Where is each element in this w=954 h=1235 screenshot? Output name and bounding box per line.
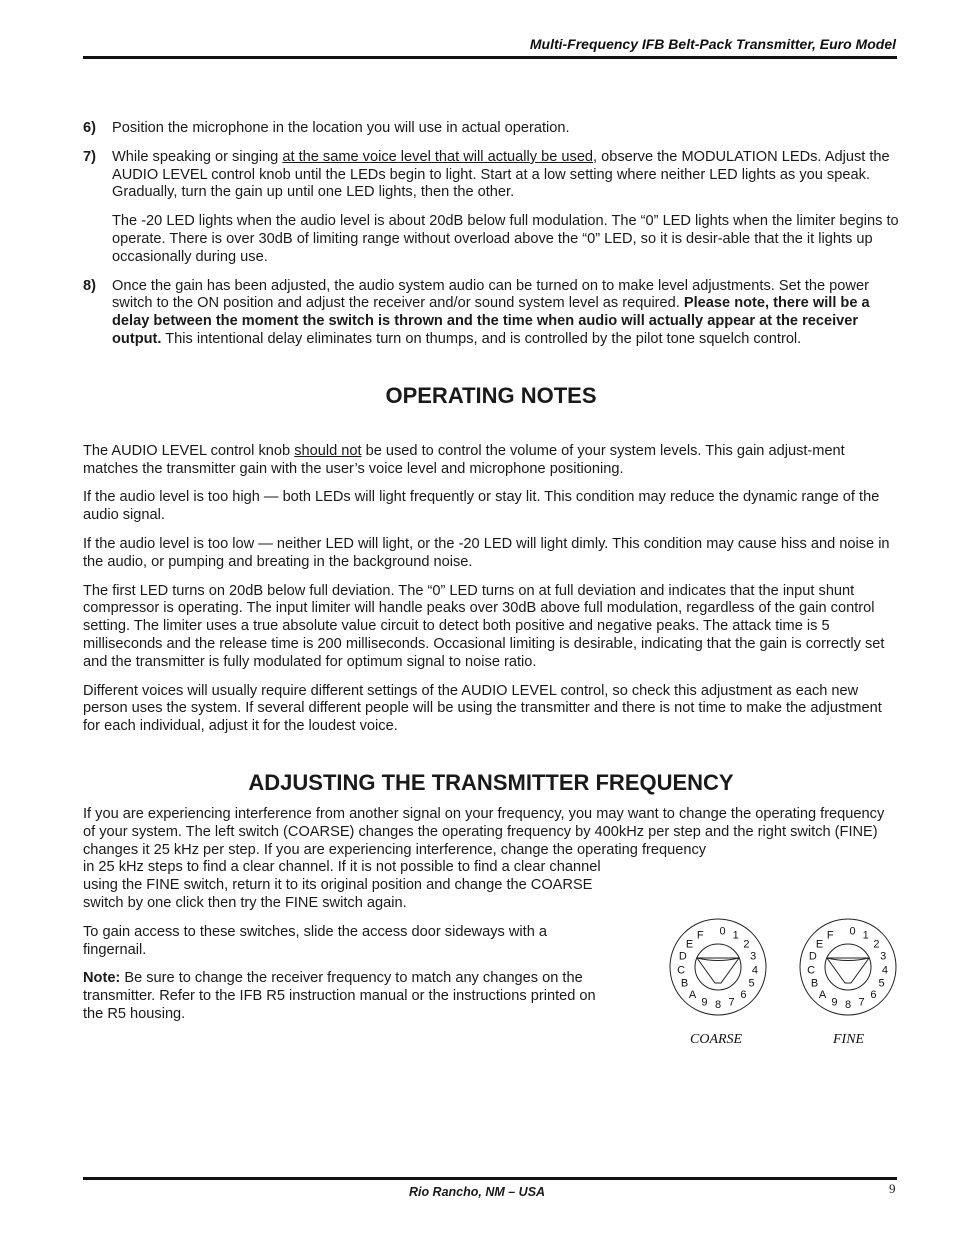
switch-position-label: 0 bbox=[719, 925, 726, 938]
switch-position-label: A bbox=[818, 988, 827, 1001]
switch-position-label: 9 bbox=[701, 996, 708, 1009]
page-number: 9 bbox=[889, 1181, 896, 1196]
fine-label: FINE bbox=[833, 1032, 865, 1047]
switch-position-label: 7 bbox=[858, 996, 865, 1009]
section-heading-adjusting-frequency: ADJUSTING THE TRANSMITTER FREQUENCY bbox=[248, 769, 734, 795]
switch-position-label: 8 bbox=[844, 999, 852, 1011]
paragraph: If the audio level is too low — neither LED will light, or the -20 LED will light dimly. This condition may cause hiss and noise in the audio, or pumping and breating in the background noise. bbox=[83, 535, 890, 570]
running-header: Multi-Frequency IFB Belt-Pack Transmitter, Euro Model bbox=[529, 36, 896, 52]
switch-position-label: D bbox=[808, 950, 817, 963]
paragraph: To gain access to these switches, slide the access door sideways with a fingernail. bbox=[83, 923, 547, 958]
step-text: Position the microphone in the location you will use in actual operation. bbox=[112, 120, 570, 136]
switch-position-label: 1 bbox=[732, 929, 739, 942]
fine-rotary-switch-icon bbox=[795, 916, 905, 1016]
paragraph: If the audio level is too high — both LEDs will light frequently or stay lit. This condition may reduce the dynamic range of the audio signal. bbox=[83, 489, 880, 524]
note-label: Note: bbox=[83, 970, 121, 987]
switch-position-label: 8 bbox=[714, 999, 722, 1011]
text-run: Be sure to change the receiver frequency to match any changes on the transmitter. Refer to the IFB R5 instruction manual or the instructions printed on the R5 housing. bbox=[83, 970, 596, 1022]
switch-position-label: 1 bbox=[862, 929, 869, 942]
step-7 bbox=[83, 149, 899, 267]
header-rule bbox=[83, 56, 897, 59]
switch-position-label: B bbox=[810, 977, 819, 990]
footer-location: Rio Rancho, NM – USA bbox=[408, 1185, 546, 1199]
switch-position-label: 5 bbox=[748, 977, 755, 990]
switch-position-label: 6 bbox=[740, 988, 747, 1001]
switch-position-label: E bbox=[685, 938, 694, 951]
switch-position-label: F bbox=[696, 929, 704, 942]
step-paragraph bbox=[112, 149, 899, 202]
switch-position-label: 9 bbox=[831, 996, 838, 1009]
step-8 bbox=[83, 278, 899, 349]
note-paragraph bbox=[83, 970, 608, 1023]
switch-position-label: C bbox=[677, 964, 686, 977]
switch-pointer bbox=[827, 958, 869, 983]
page-body bbox=[83, 120, 899, 1035]
step-paragraph: The -20 LED lights when the audio level is about 20dB below full modulation. The “0” LED lights when the limiter begins to operate. There is over 30dB of limiting range without overload above the “0” LED, so it is desir-able that the it lights up occasionally during use. bbox=[112, 213, 899, 265]
step-number: 6) bbox=[83, 120, 96, 136]
switch-pointer bbox=[697, 958, 739, 983]
step-number: 8) bbox=[83, 277, 96, 294]
bold-notice: Please note, there will be a delay between the moment the switch is thrown and the time when audio will actually appear at the receiver output. bbox=[112, 295, 870, 347]
switch-position-label: 3 bbox=[880, 950, 887, 963]
switch-position-label: 5 bbox=[878, 977, 885, 990]
paragraph: in 25 kHz steps to find a clear channel. If it is not possible to find a clear channel using the FINE switch, return it to its original position and change the COARSE switch by one click then try the FINE switch again. bbox=[83, 859, 601, 911]
switch-position-label: 2 bbox=[873, 938, 880, 951]
switch-position-label: 2 bbox=[743, 938, 750, 951]
switch-position-label: B bbox=[680, 977, 689, 990]
switch-position-label: 4 bbox=[751, 964, 758, 977]
emphasis-underline: at the same voice level that will actually be used bbox=[282, 148, 594, 165]
footer-rule bbox=[83, 1177, 897, 1180]
text-run: Once the gain has been adjusted, the audio system audio can be turned on to make level adjustments. Set the power switch to the ON position and adjust the receiver and/or sound system level as required. bbox=[112, 277, 869, 312]
switch-position-label: 0 bbox=[849, 925, 856, 938]
switch-position-label: D bbox=[678, 950, 687, 963]
text-run: This intentional delay eliminates turn on thumps, and is controlled by the pilot tone squelch control. bbox=[161, 330, 802, 347]
step-6 bbox=[83, 120, 899, 138]
paragraph: The first LED turns on 20dB below full deviation. The “0” LED turns on at full deviation and indicates that the input shunt compressor is operating. The input limiter will handle peaks over 30dB above full modulation, regardless of the gain control setting. The limiter uses a true absolute value circuit to detect both positive and negative peaks. The attack time is 5 milliseconds and the release time is 200 milliseconds. Occasional limiting is desirable, indicating that the gain is correctly set and the transmitter is fully modulated for optimum signal to noise ratio. bbox=[83, 582, 885, 670]
paragraph: Different voices will usually require different settings of the AUDIO LEVEL control, so check this adjustment as each new person uses the system. If several different people will be using the transmitter and there is not time to make the adjustment for each individual, adjust it for the loudest voice. bbox=[83, 682, 882, 735]
switch-position-label: E bbox=[815, 938, 824, 951]
rotary-switch-figure bbox=[665, 916, 905, 1056]
switch-position-label: 3 bbox=[750, 950, 757, 963]
section-heading-operating-notes: OPERATING NOTES bbox=[385, 382, 597, 408]
switch-position-label: 6 bbox=[870, 988, 877, 1001]
emphasis-underline: should not bbox=[294, 442, 362, 459]
text-run: While speaking or singing bbox=[112, 148, 283, 165]
paragraph bbox=[83, 443, 899, 479]
switch-position-label: 7 bbox=[728, 996, 735, 1009]
text-run: , observe the MODULATION LEDs. Adjust the AUDIO LEVEL control knob until the LEDs begin to light. Start at a low setting where neither LED lights as you speak. Gradually, turn the gain up until one LED lights, then the other. bbox=[112, 148, 890, 201]
text-run: be used to control the volume of your system levels. This gain adjust-ment matches the transmitter gain with the user’s voice level and microphone positioning. bbox=[83, 442, 845, 477]
coarse-label: COARSE bbox=[690, 1032, 743, 1047]
switch-position-label: 4 bbox=[881, 964, 888, 977]
step-paragraph bbox=[112, 278, 899, 349]
coarse-rotary-switch-icon bbox=[665, 916, 775, 1016]
step-number: 7) bbox=[83, 148, 96, 165]
switch-position-label: F bbox=[826, 929, 834, 942]
switch-position-label: A bbox=[688, 988, 697, 1001]
text-beside-figure bbox=[83, 859, 608, 1023]
paragraph: If you are experiencing interference from another signal on your frequency, you may want to change the operating frequency of your system. The left switch (COARSE) changes the operating frequency by 400kHz per step and the right switch (FINE) changes it 25 kHz per step. If you are experiencing interference, change the operating frequency bbox=[83, 805, 885, 858]
switch-position-label: C bbox=[807, 964, 816, 977]
text-run: The AUDIO LEVEL control knob bbox=[83, 442, 295, 459]
